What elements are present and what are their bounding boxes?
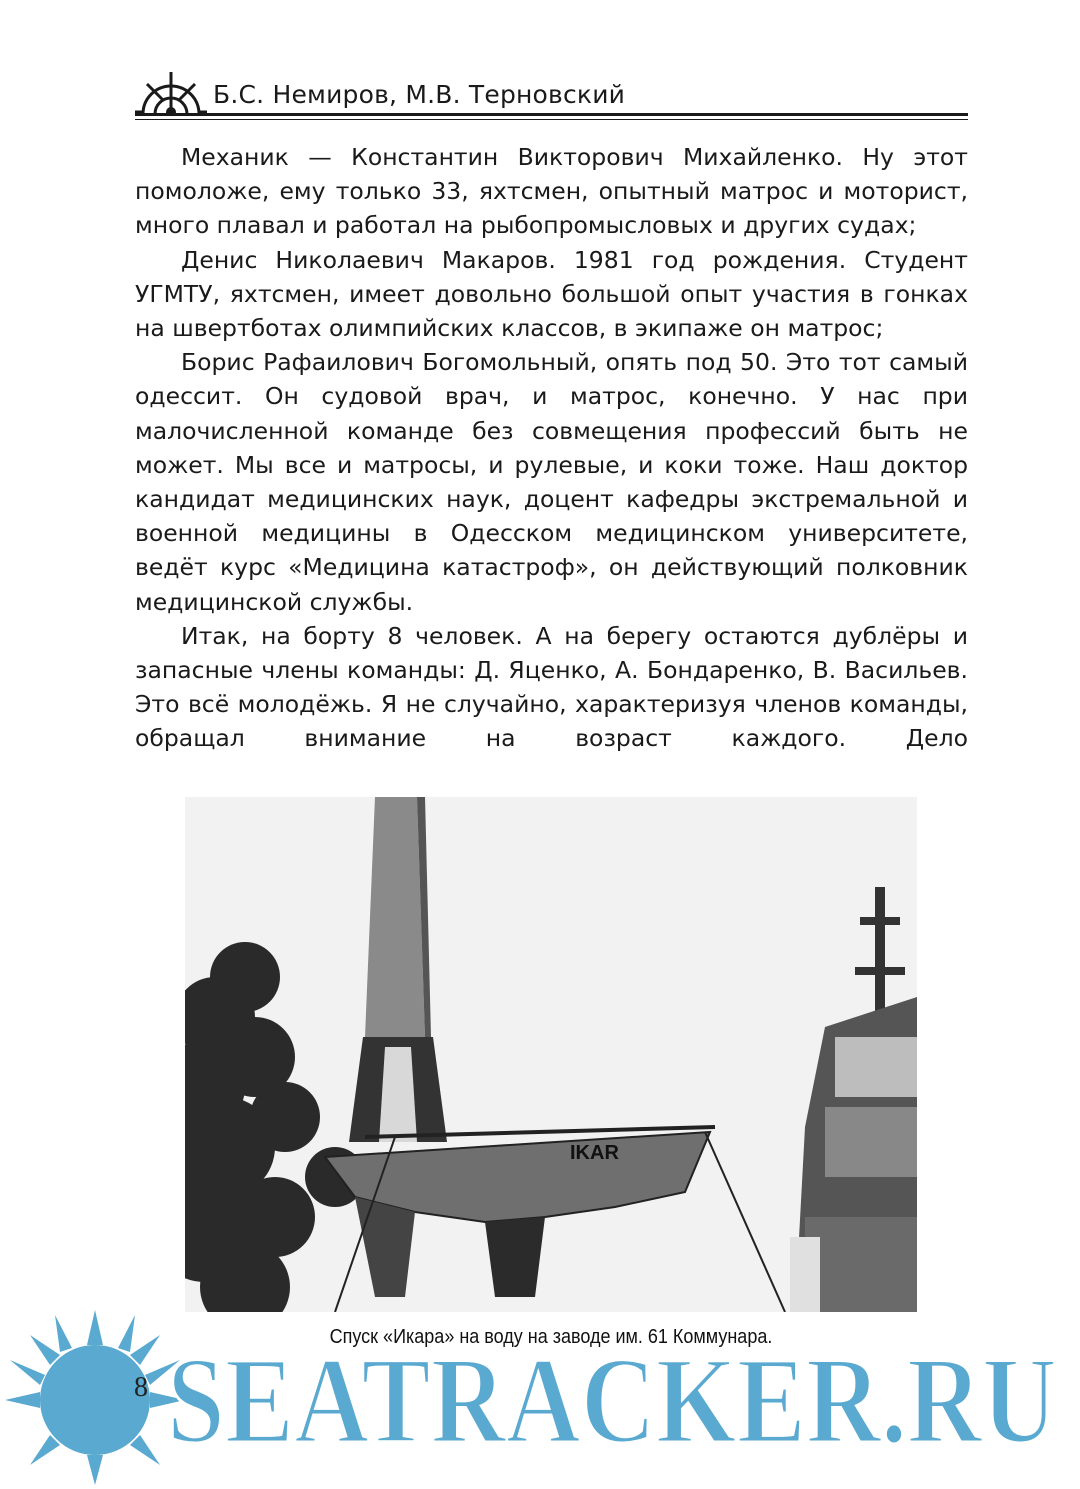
header-rule bbox=[135, 113, 968, 116]
hull-label: IKAR bbox=[570, 1142, 619, 1164]
seatracker-watermark bbox=[165, 1330, 1060, 1460]
yacht-launch-photo bbox=[185, 797, 917, 1312]
paragraph-makarov: Денис Николаевич Макаров. 1981 год рождения. Студент УГМТУ, яхтсмен, имеет довольно большой опыт участия в гонках на швертботах олимпийских классов, в экипаже он матрос; bbox=[135, 245, 968, 343]
paragraph-mechanic: Механик — Константин Викторович Михайленко. Ну этот помоложе, ему только 33, яхтсмен, опытный матрос и моторист, много плавал и работал на рыбопромысловых и других судах; bbox=[135, 143, 968, 240]
paragraph-crew-summary: Итак, на борту 8 человек. А на берегу остаются дублёры и запасные члены команды: Д. Яценко, А. Бондаренко, В. Васильев. Это всё молодёжь. Я не случайно, характеризуя членов команды, обращал внимание на возраст каждого. Дело bbox=[135, 621, 968, 753]
paragraph-bogomolny: Борис Рафаилович Богомольный, опять под 50. Это тот самый одессит. Он судовой врач, и матрос, конечно. У нас при малочисленной команде без совмещения профессий быть не может. Мы все и матросы, и рулевые, и коки тоже. Наш доктор кандидат медицинских наук, доцент кафедры экстремальной и военной медицины в Одесском медицинском университете, ведёт курс «Медицина катастроф», он действующий полковник медицинской службы. bbox=[135, 348, 968, 616]
running-header bbox=[135, 66, 968, 122]
photo-illustration bbox=[185, 797, 917, 1312]
header-rule-thin bbox=[135, 119, 968, 120]
page-number: 8 bbox=[134, 1372, 148, 1403]
body-text bbox=[135, 140, 968, 756]
header-authors: Б.С. Немиров, М.В. Терновский bbox=[213, 80, 626, 109]
photo-caption: Спуск «Икара» на воду на заводе им. 61 Коммунара. bbox=[329, 1326, 773, 1348]
ship-wheel-icon bbox=[135, 70, 207, 114]
watermark-text: SEATRACKER.RU bbox=[167, 1332, 1057, 1460]
